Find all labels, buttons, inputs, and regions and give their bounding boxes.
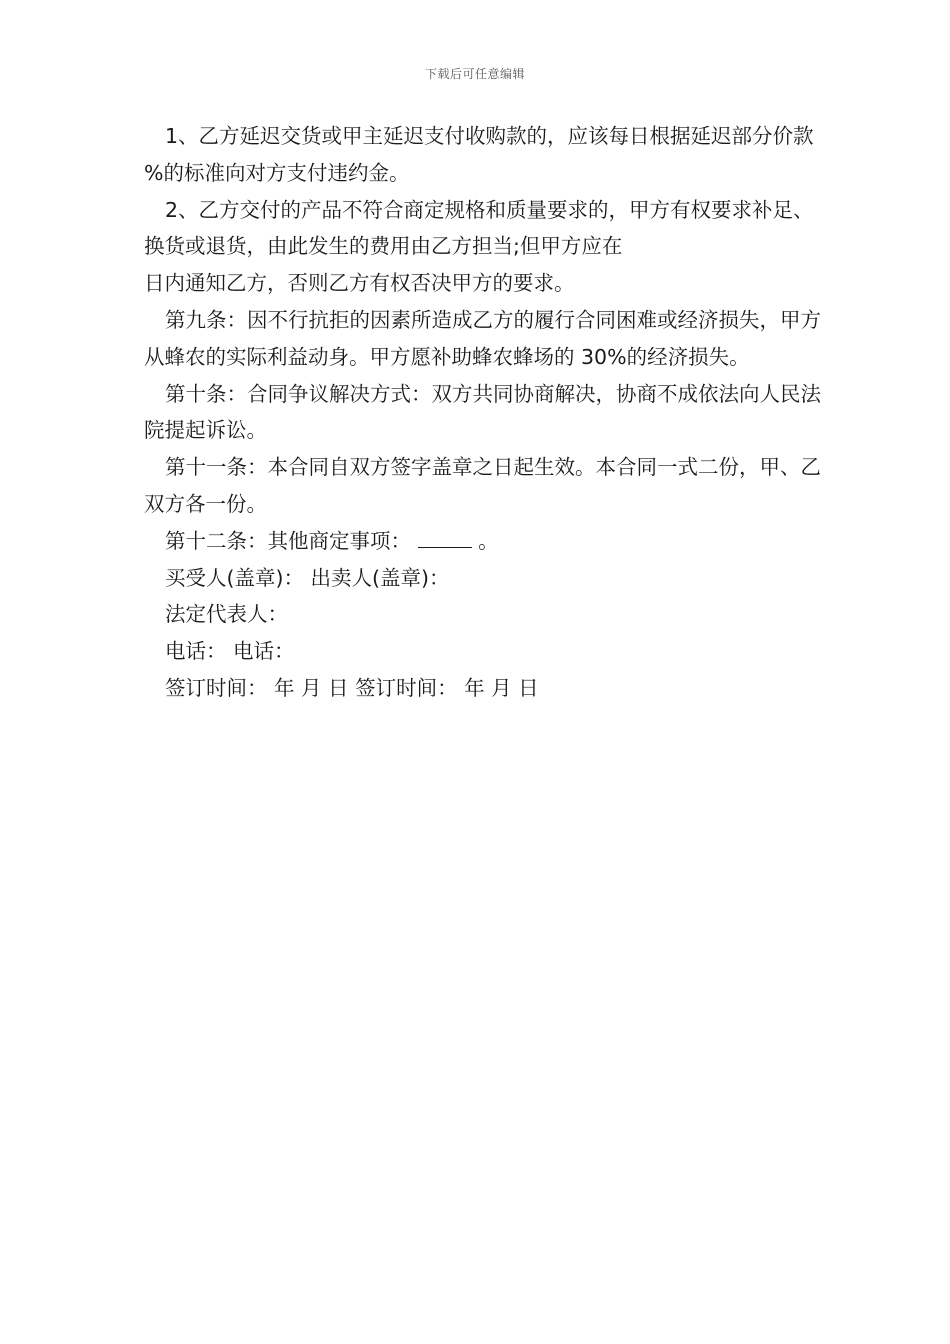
clause-1: 1、乙方延迟交货或甲主延迟支付收购款的，应该每日根据延迟部分价款 %的标准向对方支付违约金。 [144, 124, 814, 185]
clause-12-label: 第十二条：其他商定事项： [165, 528, 411, 553]
page-header: 下载后可任意编辑 [424, 67, 525, 81]
clause-12-end: 。 [478, 528, 499, 553]
contract-body [144, 118, 824, 707]
clause-9: 第九条：因不行抗拒的因素所造成乙方的履行合同困难或经济损失，甲方从蜂农的实际利益动身。甲方愿补助蜂农蜂场的 30%的经济损失。 [144, 307, 821, 369]
signature-phone: 电话： 电话： [165, 639, 295, 664]
clause-10: 第十条：合同争议解决方式：双方共同协商解决，协商不成依法向人民法院提起诉讼。 [144, 381, 821, 443]
signature-parties: 买受人(盖章)： 出卖人(盖章)： [165, 565, 450, 590]
clause-11: 第十一条：本合同自双方签字盖章之日起生效。本合同一式二份，甲、乙双方各一份。 [144, 455, 821, 516]
signature-representative: 法定代表人： [165, 602, 288, 627]
clause-2-continuation: 日内通知乙方，否则乙方有权否决甲方的要求。 [144, 271, 575, 296]
clause-2: 2、乙方交付的产品不符合商定规格和质量要求的，甲方有权要求补足、换货或退货，由此发生的费用由乙方担当;但甲方应在 [144, 197, 814, 259]
clause-12 [144, 523, 824, 560]
signature-date: 签订时间： 年 月 日 签订时间： 年 月 日 [165, 675, 539, 700]
other-matters-blank [418, 527, 472, 548]
